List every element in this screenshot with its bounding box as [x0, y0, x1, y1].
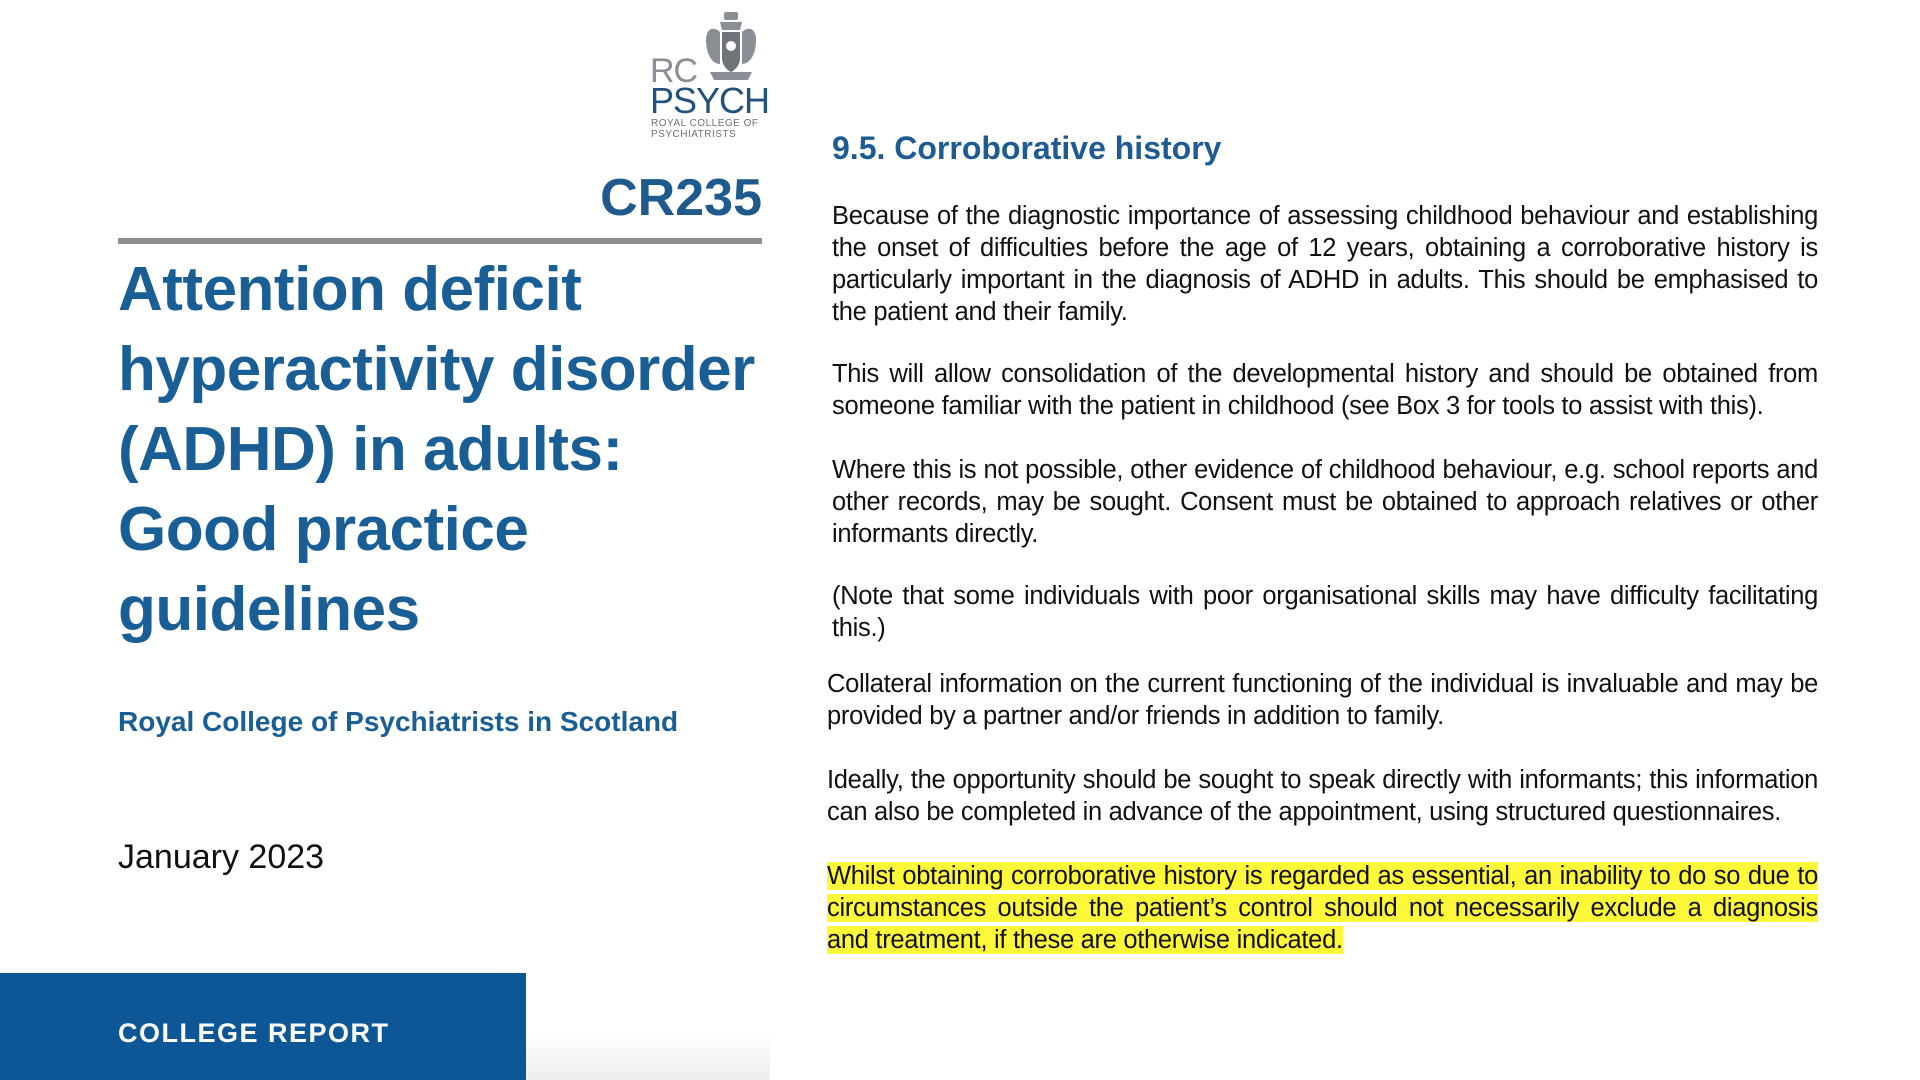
logo-subtitle [651, 118, 761, 140]
title-divider [118, 238, 762, 244]
report-code: CR235 [600, 169, 762, 227]
section-heading: 9.5. Corroborative history [832, 130, 1222, 166]
paragraph-developmental-history: This will allow consolidation of the developmental history and should be obtained from someone familiar with the patient in childhood (see Box 3 for tools to assist with this). [832, 360, 1818, 420]
report-title: Attention deficit hyperactivity disorder (ADHD) in adults: Good practice guidelines [118, 255, 755, 644]
paragraph-collateral-information: Collateral information on the current functioning of the individual is invaluable and may be provided by a partner and/or friends in addition to family. [827, 670, 1818, 730]
paragraph-informants: Ideally, the opportunity should be sought to speak directly with informants; this information can also be completed in advance of the appointment, using structured questionnaires. [827, 766, 1818, 826]
logo-subtitle-line-2: PSYCHIATRISTS [651, 129, 737, 140]
report-cover [0, 0, 770, 1080]
logo-rc-text: RC [650, 52, 698, 90]
logo-psych-text: PSYCH [650, 80, 770, 121]
rcpsych-logo [650, 10, 770, 140]
paragraph-other-evidence: Where this is not possible, other evidence of childhood behaviour, e.g. school reports and other records, may be sought. Consent must be obtained to approach relatives or other informants directly. [832, 456, 1818, 548]
college-report-label: COLLEGE REPORT [118, 1018, 390, 1048]
report-organisation: Royal College of Psychiatrists in Scotland [118, 706, 679, 737]
paragraph-diagnostic-importance: Because of the diagnostic importance of assessing childhood behaviour and establishing the onset of difficulties before the age of 12 years, obtaining a corroborative history is particularly important in the diagnosis of ADHD in adults. This should be emphasised to the patient and their family. [832, 202, 1818, 326]
paragraph-note: (Note that some individuals with poor organisational skills may have difficulty facilitating this.) [832, 582, 1818, 642]
highlighted-text: Whilst obtaining corroborative history is regarded as essential, an inability to do so due to circumstances outside the patient’s control should not necessarily exclude a diagnosis and treatment, if these are otherwise indicated. [827, 862, 1818, 954]
report-date: January 2023 [118, 838, 325, 876]
paragraph-highlighted [827, 860, 1818, 956]
logo-subtitle-line-1: ROYAL COLLEGE OF [651, 118, 759, 129]
crest-icon [700, 10, 762, 82]
page-edge-shadow [526, 1030, 770, 1080]
